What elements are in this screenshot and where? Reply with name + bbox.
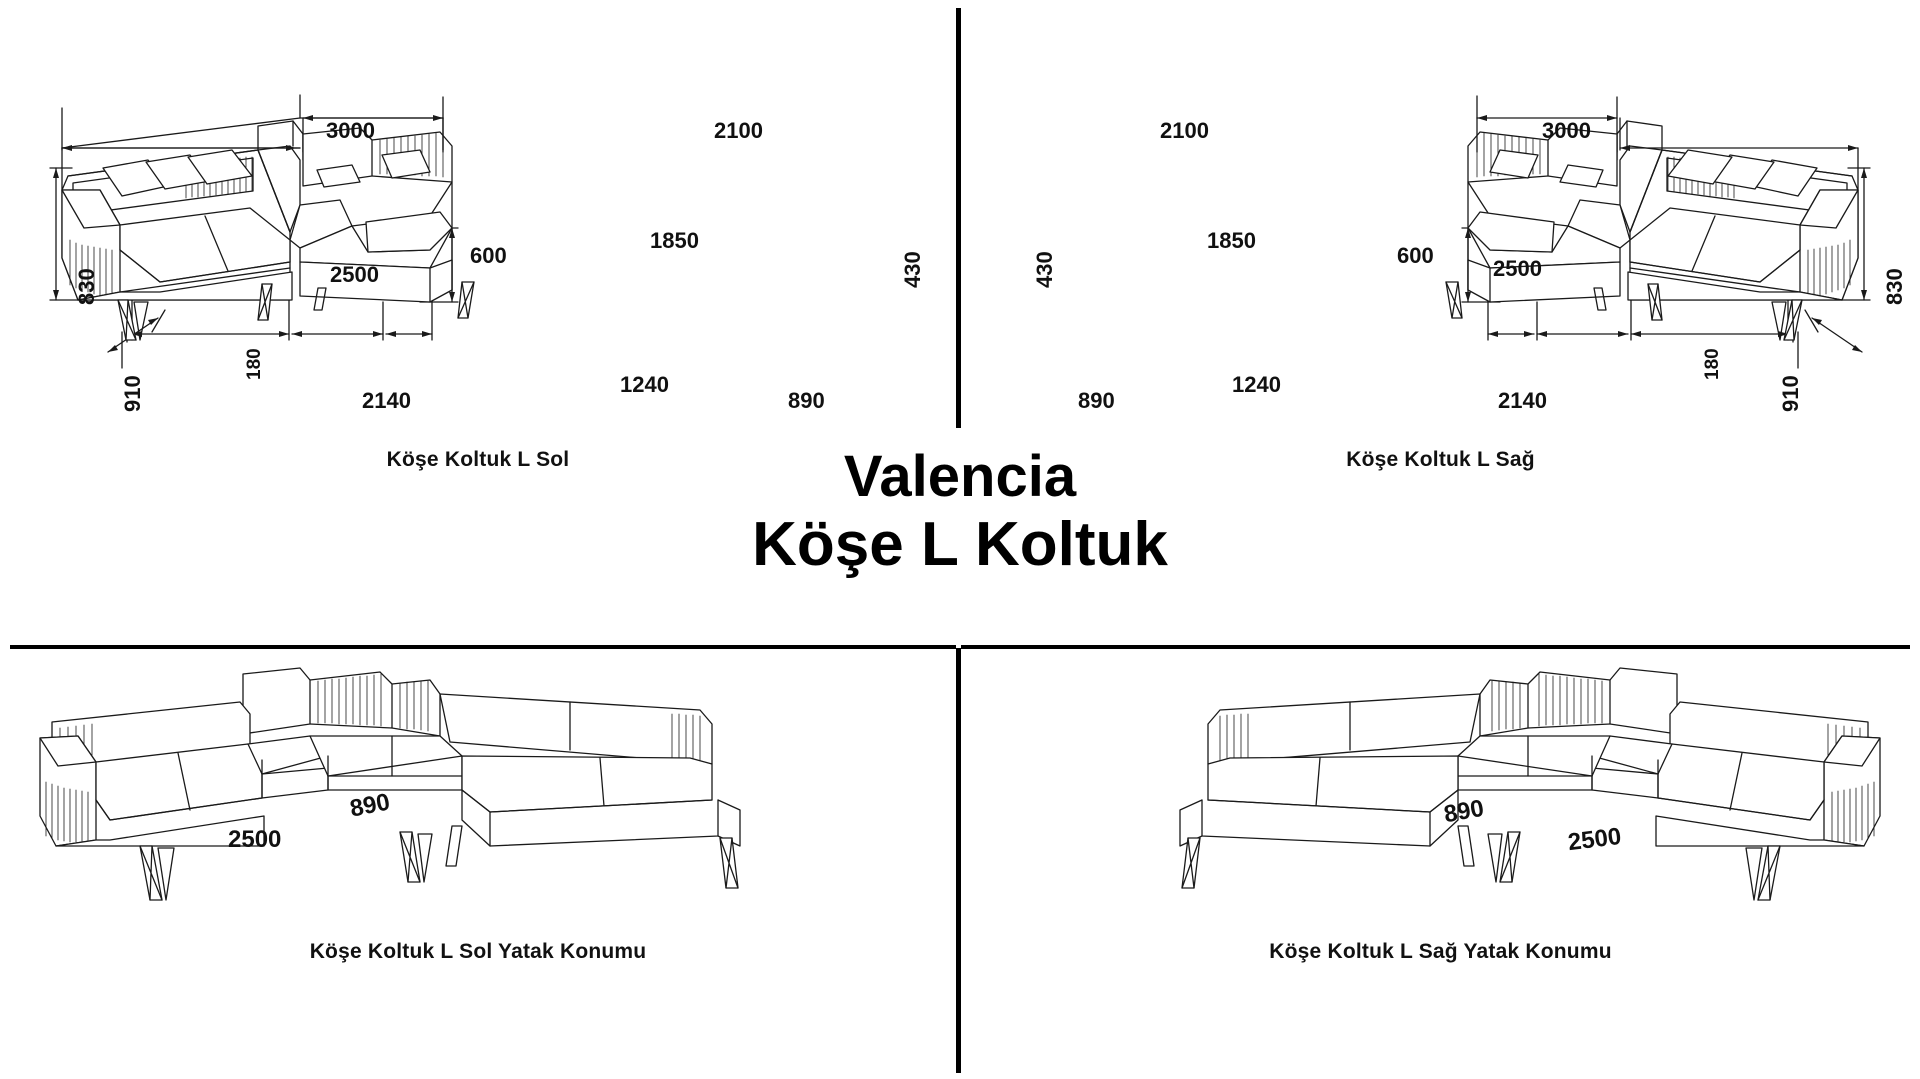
quadrant-bottom-left xyxy=(0,650,956,1079)
dim-tr-width-chaise: 2100 xyxy=(1160,118,1209,143)
dim-height-back: 830 xyxy=(74,268,99,305)
dim-tr-seat-depth: 600 xyxy=(1397,243,1434,268)
caption-bottom-left: Köşe Koltuk L Sol Yatak Konumu xyxy=(309,940,647,963)
caption-bottom-right: Köşe Koltuk L Sağ Yatak Konumu xyxy=(1269,940,1612,963)
divider-horizontal-left xyxy=(10,645,956,649)
dim-br-seat-width: 2500 xyxy=(1566,822,1623,857)
page-title xyxy=(0,445,1920,579)
dim-chaise-length: 1850 xyxy=(650,228,699,253)
quadrant-bottom-right xyxy=(961,650,1920,1079)
dim-seat-depth: 600 xyxy=(470,243,507,268)
dim-tr-height-back: 830 xyxy=(1882,268,1907,305)
dim-br-chaise-width: 890 xyxy=(1441,794,1487,829)
caption-top-left: Köşe Koltuk L Sol xyxy=(386,448,570,471)
dim-tr-depth: 910 xyxy=(1778,375,1803,412)
dim-bl-seat-width: 2500 xyxy=(228,826,282,853)
divider-horizontal-right xyxy=(961,645,1910,649)
dim-tr-seat-height: 430 xyxy=(1032,251,1057,288)
dim-base-main: 2140 xyxy=(362,388,411,413)
dim-width-main: 3000 xyxy=(326,118,375,143)
title-line-1: Valencia xyxy=(843,444,1077,509)
dim-tr-base-main: 2140 xyxy=(1498,388,1547,413)
dim-tr-leg-height: 180 xyxy=(1702,348,1723,380)
dim-leg-height: 180 xyxy=(244,348,265,380)
dim-tr-base-chaise: 890 xyxy=(1078,388,1115,413)
sofa-left-bed-drawing xyxy=(0,650,956,1079)
title-line-2: Köşe L Koltuk xyxy=(752,509,1168,579)
dim-tr-width-main: 3000 xyxy=(1542,118,1591,143)
dim-base-chaise: 890 xyxy=(788,388,825,413)
sofa-right-bed-drawing xyxy=(961,650,1920,1079)
dim-tr-seat-width: 2500 xyxy=(1493,256,1542,281)
dim-bl-chaise-width: 890 xyxy=(347,788,393,823)
dim-seat-width: 2500 xyxy=(330,262,379,287)
dim-tr-chaise-length: 1850 xyxy=(1207,228,1256,253)
caption-top-right: Köşe Koltuk L Sağ xyxy=(1346,448,1535,471)
dim-base-corner: 1240 xyxy=(620,372,669,397)
dim-width-chaise: 2100 xyxy=(714,118,763,143)
dim-depth: 910 xyxy=(120,375,145,412)
dim-seat-height: 430 xyxy=(900,251,925,288)
dim-tr-base-corner: 1240 xyxy=(1232,372,1281,397)
